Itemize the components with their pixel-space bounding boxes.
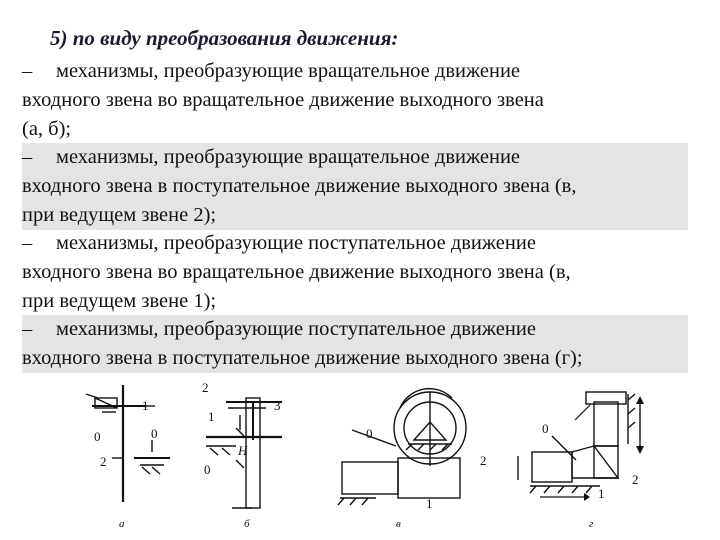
list-dash: – xyxy=(22,146,33,168)
list-dash: – xyxy=(22,232,33,254)
figure-g-wedge xyxy=(518,392,640,493)
arrow-up-icon xyxy=(636,396,644,404)
item-line: входного звена в поступательное движение выходного звена (г); xyxy=(22,347,583,369)
figure-a-label: 0 xyxy=(94,429,101,444)
figure-v-caption: в xyxy=(396,518,401,530)
list-dash: – xyxy=(22,60,33,82)
item-line: механизмы, преобразующие вращательное движение xyxy=(56,60,521,82)
figure-g-label: 2 xyxy=(632,472,639,487)
figure-b-label: 3 xyxy=(274,398,281,413)
figure-v-label: 1 xyxy=(426,496,433,511)
item-line: (а, б); xyxy=(22,118,72,140)
figure-a-caption: а xyxy=(119,518,125,530)
figure-b-label: 2 xyxy=(202,380,209,395)
item-line: входного звена во вращательное движение выходного звена xyxy=(22,89,544,111)
item-line: входного звена во вращательное движение выходного звена (в, xyxy=(22,261,571,283)
list-item xyxy=(22,229,688,316)
figure-a-label: 1 xyxy=(142,398,149,413)
item-line: механизмы, преобразующие поступательное движение xyxy=(56,232,536,254)
item-line: при ведущем звене 1); xyxy=(22,290,217,312)
item-line: при ведущем звене 2); xyxy=(22,204,217,226)
list-item xyxy=(22,57,688,144)
arrow-down-icon xyxy=(636,446,644,454)
figure-b-label: 1 xyxy=(208,409,215,424)
figure-b-label: 0 xyxy=(204,462,211,477)
figure-v-rack-and-pinion xyxy=(338,389,466,505)
figure-g-label: 1 xyxy=(598,486,605,501)
figure-g-caption: г xyxy=(589,518,594,530)
list-item xyxy=(22,315,688,373)
figure-v-label: 0 xyxy=(366,426,373,441)
figure-g-label: 0 xyxy=(542,421,549,436)
figure-b-label: H xyxy=(238,443,248,458)
figure-a-label: 0 xyxy=(151,426,158,441)
section-heading: 5) по виду преобразования движения: xyxy=(50,26,399,50)
mechanism-figures xyxy=(0,372,720,540)
list-dash: – xyxy=(22,318,33,340)
list-item xyxy=(22,143,688,230)
item-line: входного звена в поступательное движение выходного звена (в, xyxy=(22,175,577,197)
figure-v-label: 2 xyxy=(480,453,487,468)
figure-a-label: 2 xyxy=(100,454,107,469)
figure-b-caption: б xyxy=(244,518,250,530)
item-line: механизмы, преобразующие вращательное движение xyxy=(56,146,521,168)
item-line: механизмы, преобразующие поступательное движение xyxy=(56,318,536,340)
